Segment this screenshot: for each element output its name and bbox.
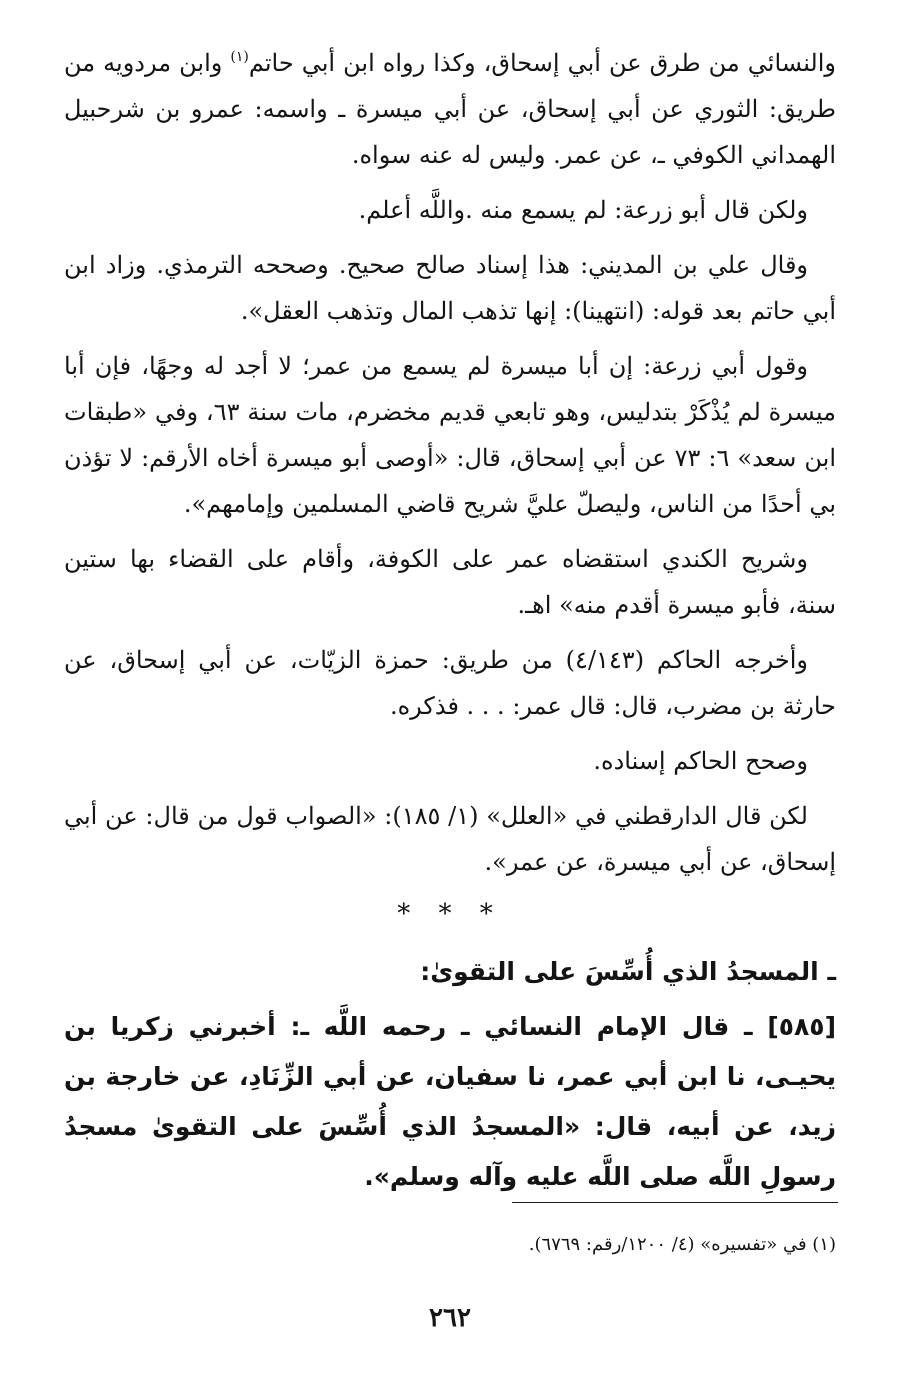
footnote-marker[interactable]: (١) (230, 49, 249, 65)
paragraph-7: وصحح الحاكم إسناده. (593, 747, 808, 775)
paragraph-3: وقال علي بن المديني: هذا إسناد صالح صحيح. وصححه الترمذي. وزاد ابن أبي حاتم بعد قوله: (انتهينا): إنها تذهب المال وتذهب العقل». (64, 251, 836, 325)
hadith-text: [٥٨٥] ـ قال الإمام النسائي ـ رحمه اللَّه ـ: أخبرني زكريا بن يحيـى، نا ابن أبي عمر، نا سفيان، عن أبي الزِّنَادِ، عن خارجة بن زيد، عن أبيه، قال: «المسجدُ الذي أُسِّسَ على التقوىٰ مسجدُ رسولِ اللَّه صلى اللَّه عليه وآله وسلم». (64, 1012, 836, 1191)
section-separator: * * * (397, 899, 503, 929)
footnote: (١) في «تفسيره» (٤/ ١٢٠٠/رقم: ٦٧٦٩). (528, 1234, 836, 1255)
paragraph-1 (64, 40, 836, 178)
paragraph-6: وأخرجه الحاكم (٤/١٤٣) من طريق: حمزة الزيّات، عن أبي إسحاق، عن حارثة بن مضرب، قال: قال عمر: . . . فذكره. (64, 646, 836, 720)
paragraph-8: لكن قال الدارقطني في «العلل» (١/ ١٨٥): «الصواب قول من قال: عن أبي إسحاق، عن أبي ميسرة، عن عمر». (64, 802, 836, 876)
footnote-divider (512, 1202, 838, 1203)
paragraph-1-text-a: والنسائي من طرق عن أبي إسحاق، وكذا رواه ابن أبي حاتم (248, 49, 837, 77)
page-number: ٢٦٢ (429, 1303, 471, 1333)
paragraph-4: وقول أبي زرعة: إن أبا ميسرة لم يسمع من عمر؛ لا أجد له وجهًا، فإن أبا ميسرة لم يُذْكَرْ بتدليس، وهو تابعي قديم مخضرم، مات سنة ٦٣، وفي «طبقات ابن سعد» ٦: ٧٣ عن أبي إسحاق، قال: «أوصى أبو ميسرة أخاه الأرقم: لا تؤذن بي أحدًا من الناس، وليصلّ عليَّ شريح قاضي المسلمين وإمامهم». (64, 352, 836, 518)
paragraph-1-text-b: وابن مردويه من طريق: الثوري عن أبي إسحاق، عن أبي ميسرة ـ واسمه: عمرو بن شرحبيل الهمداني الكوفي ـ، عن عمر. وليس له عنه سواه. (64, 49, 836, 169)
paragraph-2: ولكن قال أبو زرعة: لم يسمع منه .واللَّه أعلم. (358, 196, 808, 224)
page-body (64, 40, 836, 1202)
section-heading: ـ المسجدُ الذي أُسِّسَ على التقوىٰ: (420, 957, 836, 986)
paragraph-5: وشريح الكندي استقضاه عمر على الكوفة، وأقام على القضاء بها ستين سنة، فأبو ميسرة أقدم منه» اهـ. (64, 545, 836, 619)
